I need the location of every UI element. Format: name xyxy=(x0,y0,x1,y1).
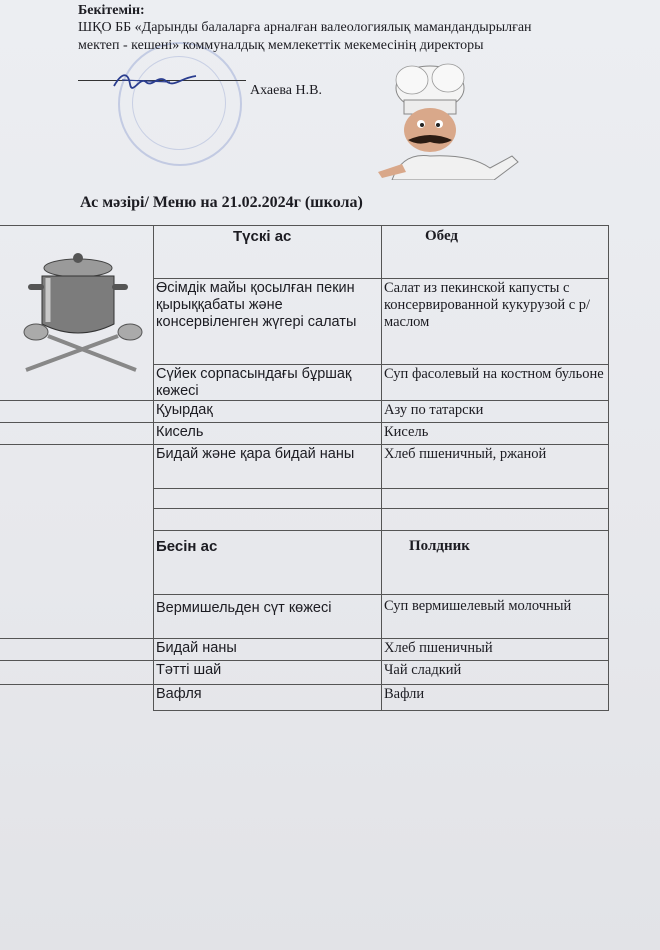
lunch-header-ru: Обед xyxy=(425,228,459,244)
table-row xyxy=(0,684,609,710)
dish-kz xyxy=(153,508,381,530)
school-name-line1: ШҚО ББ «Дарынды балаларға арналған валеологиялық мамандандырылған xyxy=(78,20,532,35)
dish-ru xyxy=(381,488,609,508)
snack-header-row xyxy=(0,530,609,594)
table-row xyxy=(0,638,609,660)
dish-ru: Суп фасолевый на костном бульоне xyxy=(384,366,604,382)
dish-kz: Бидай наны xyxy=(156,640,237,656)
dish-kz: Вермишельден сүт көжесі xyxy=(156,600,332,616)
dish-kz: Кисель xyxy=(156,424,204,440)
snack-header-kz: Бесін ас xyxy=(156,538,218,555)
dish-ru: Кисель xyxy=(384,424,429,440)
chef-illustration xyxy=(372,60,522,180)
snack-header-ru: Полдник xyxy=(409,538,470,554)
dish-kz: Тәтті шай xyxy=(156,662,222,678)
table-row xyxy=(0,278,609,364)
table-row xyxy=(0,400,609,422)
lunch-header-kz: Түскі ас xyxy=(233,228,292,245)
director-name: Ахаева Н.В. xyxy=(250,83,322,98)
table-row xyxy=(0,488,609,508)
dish-ru: Азу по татарски xyxy=(384,402,484,418)
table-row xyxy=(0,508,609,530)
table-row xyxy=(0,422,609,444)
approval-label: Бекітемін: xyxy=(78,3,145,18)
director-signature xyxy=(110,68,200,92)
table-row xyxy=(0,660,609,684)
dish-ru: Чай сладкий xyxy=(384,662,462,678)
table-row xyxy=(0,594,609,638)
school-name-line2: мектеп - кешені» коммуналдық мемлекеттік мекемесінің директоры xyxy=(78,38,484,53)
dish-kz: Бидай және қара бидай наны xyxy=(156,446,355,462)
dish-kz: Қуырдақ xyxy=(156,402,213,418)
table-row xyxy=(0,364,609,400)
dish-ru: Хлеб пшеничный xyxy=(384,640,493,656)
dish-ru: Хлеб пшеничный, ржаной xyxy=(384,446,547,462)
menu-title: Ас мәзірі/ Меню на 21.02.2024г (школа) xyxy=(80,194,363,211)
table-row xyxy=(0,444,609,488)
dish-kz: Вафля xyxy=(156,686,202,702)
lunch-header-row xyxy=(0,226,609,278)
dish-kz: Сүйек сорпасындағы бұршақ көжесі xyxy=(156,366,352,399)
dish-ru: Салат из пекинской капусты с консервированной кукурузой с р/маслом xyxy=(384,280,591,330)
dish-ru xyxy=(381,508,609,530)
dish-kz xyxy=(153,488,381,508)
dish-ru: Вафли xyxy=(384,686,425,702)
dish-ru: Суп вермишелевый молочный xyxy=(384,598,572,614)
dish-kz: Өсімдік майы қосылған пекин қырыққабаты және консервіленген жүгері салаты xyxy=(156,280,357,330)
